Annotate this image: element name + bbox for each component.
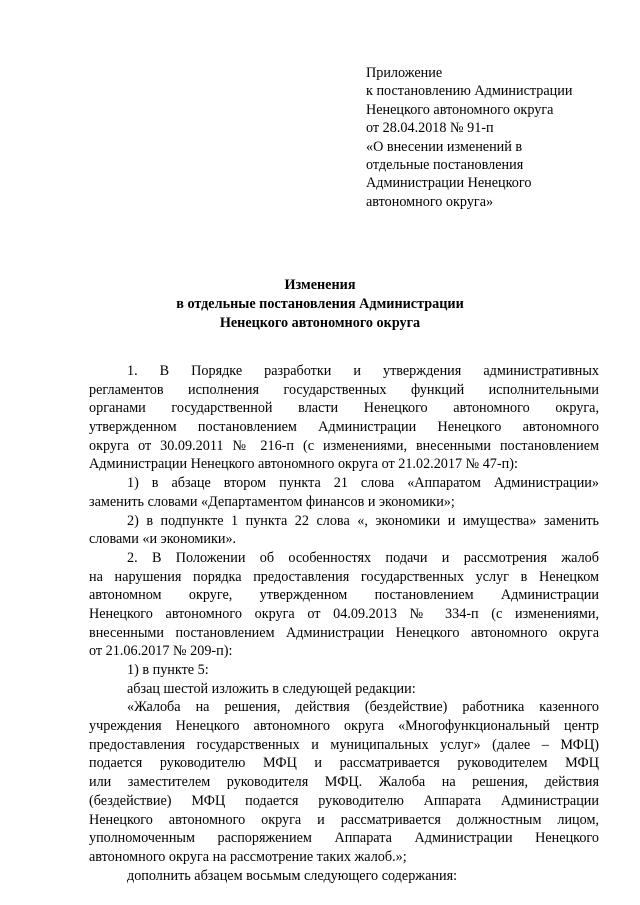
body-line: предоставления государственных и муниципальных услуг» (далее – МФЦ): [89, 736, 599, 753]
document-body: [89, 362, 599, 885]
title-line: Ненецкого автономного округа: [219, 315, 421, 331]
body-line: регламентов исполнения государственных функций исполнительными: [89, 381, 599, 398]
body-line: учреждения Ненецкого автономного округа «Многофункциональный центр: [89, 718, 599, 735]
body-line: Администрации Ненецкого автономного округа от 21.02.2017 № 47-п):: [89, 456, 518, 473]
appendix-line: «О внесении изменений в: [366, 138, 523, 155]
body-line: органами государственной власти Ненецкого автономного округа,: [89, 400, 599, 417]
title-line: Изменения: [284, 277, 356, 293]
body-line: или заместителем руководителя МФЦ. Жалоба на решения, действия: [89, 774, 599, 791]
appendix-line: от 28.04.2018 № 91-п: [366, 120, 494, 137]
appendix-line: Приложение: [366, 65, 443, 81]
appendix-header: [366, 64, 626, 211]
body-line: внесенными постановлением Администрации Ненецкого автономного округа: [89, 624, 599, 641]
body-line: 1. В Порядке разработки и утверждения административных: [127, 363, 599, 379]
body-line: Ненецкого автономного округа и рассматривается должностным лицом,: [89, 811, 599, 828]
body-line: дополнить абзацем восьмым следующего содержания:: [127, 867, 458, 884]
body-line: абзац шестой изложить в следующей редакции:: [127, 680, 416, 697]
body-line: утвержденном постановлением Администрации Ненецкого автономного: [89, 419, 599, 436]
appendix-line: отдельные постановления: [366, 157, 524, 174]
body-line: заменить словами «Департаментом финансов и экономики»;: [89, 493, 455, 510]
body-line: 2. В Положении об особенностях подачи и рассмотрения жалоб: [127, 549, 599, 566]
body-line: округа от 30.09.2011 № 216-п (с изменениями, внесенными постановлением: [89, 437, 599, 454]
body-line: 1) в пункте 5:: [127, 662, 209, 678]
body-line: 2) в подпункте 1 пункта 22 слова «, экономики и имущества» заменить: [127, 512, 599, 529]
body-line: уполномоченным распоряжением Аппарата Администрации Ненецкого: [89, 830, 599, 847]
body-line: от 21.06.2017 № 209-п):: [89, 643, 233, 660]
body-line: 1) в абзаце втором пункта 21 слова «Аппаратом Администрации»: [127, 475, 599, 492]
appendix-line: автономного округа»: [366, 193, 494, 210]
title-line: в отдельные постановления Администрации: [176, 296, 464, 312]
document-title: [0, 276, 640, 333]
appendix-line: Администрации Ненецкого: [366, 175, 532, 192]
appendix-line: Ненецкого автономного округа: [366, 101, 554, 118]
body-line: «Жалоба на решения, действия (бездействие) работника казенного: [127, 699, 599, 716]
appendix-line: к постановлению Администрации: [366, 83, 573, 100]
body-line: автономного округа на рассмотрение таких жалоб.»;: [89, 848, 407, 865]
body-line: на нарушения порядка предоставления государственных услуг в Ненецком: [89, 568, 599, 585]
body-line: подается руководителю МФЦ и рассматривается руководителем МФЦ: [89, 755, 599, 772]
body-line: словами «и экономики».: [89, 531, 237, 548]
body-line: автономном округе, утвержденном постановлением Администрации: [89, 587, 599, 604]
body-line: Ненецкого автономного округа от 04.09.2013 № 334-п (с изменениями,: [89, 605, 599, 622]
body-line: (бездействие) МФЦ подается руководителю Аппарата Администрации: [89, 792, 599, 809]
